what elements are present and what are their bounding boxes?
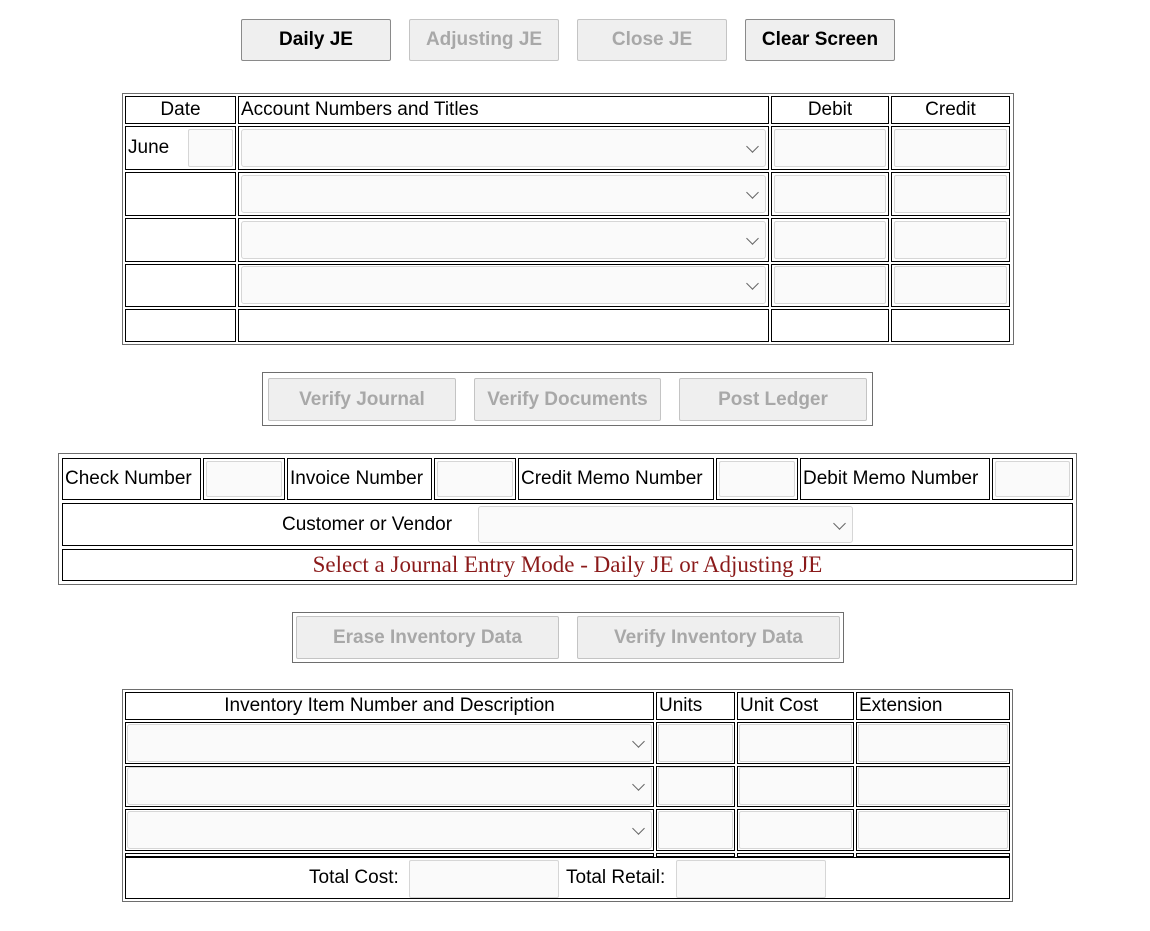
journal-header-credit: Credit	[925, 99, 976, 120]
inventory-header-extension: Extension	[859, 695, 943, 716]
journal-row-5-credit-cell	[891, 309, 1010, 342]
total-retail-label: Total Retail:	[566, 867, 666, 888]
journal-row-2-account-select[interactable]	[241, 175, 766, 213]
inventory-row-2-unit-cost-input[interactable]	[739, 767, 852, 805]
inventory-row-1-item-select[interactable]	[127, 724, 652, 762]
journal-header-date: Date	[160, 99, 201, 120]
debit-memo-number-input[interactable]	[995, 461, 1070, 497]
journal-row-3-debit-input[interactable]	[774, 221, 886, 259]
journal-row-3-date-cell	[125, 218, 236, 262]
invoice-number-label: Invoice Number	[290, 468, 424, 489]
journal-row-4-date-cell	[125, 264, 236, 307]
verify-documents-button[interactable]: Verify Documents	[474, 378, 661, 421]
journal-row-2-date-cell	[125, 172, 236, 216]
erase-inventory-data-button[interactable]: Erase Inventory Data	[296, 616, 559, 659]
journal-row-4-account-select[interactable]	[241, 266, 766, 304]
chevron-down-icon	[632, 822, 645, 835]
inventory-row-3-extension-input[interactable]	[858, 811, 1008, 849]
verify-inventory-data-button[interactable]: Verify Inventory Data	[577, 616, 840, 659]
inventory-header-item: Inventory Item Number and Description	[224, 695, 555, 716]
total-retail-input[interactable]	[676, 860, 826, 898]
inventory-row-1-unit-cost-input[interactable]	[739, 724, 852, 762]
check-number-label: Check Number	[65, 468, 192, 489]
journal-day-input[interactable]	[188, 129, 233, 167]
adjusting-je-button[interactable]: Adjusting JE	[409, 19, 559, 61]
inventory-row-3-units-input[interactable]	[658, 811, 733, 849]
verify-journal-button[interactable]: Verify Journal	[268, 378, 456, 421]
credit-memo-number-input[interactable]	[719, 461, 795, 497]
journal-row-4-credit-input[interactable]	[894, 266, 1007, 304]
journal-row-1-debit-input[interactable]	[774, 129, 886, 167]
journal-row-2-debit-input[interactable]	[774, 175, 886, 213]
journal-row-5-account-cell	[238, 309, 769, 342]
chevron-down-icon	[632, 735, 645, 748]
post-ledger-button[interactable]: Post Ledger	[679, 378, 867, 421]
chevron-down-icon	[833, 517, 846, 530]
inventory-row-3-unit-cost-input[interactable]	[739, 811, 852, 849]
debit-memo-number-label: Debit Memo Number	[803, 468, 979, 489]
total-cost-input[interactable]	[409, 860, 559, 898]
inventory-row-2-extension-input[interactable]	[858, 767, 1008, 805]
inventory-row-1-units-input[interactable]	[658, 724, 733, 762]
journal-row-1-account-select[interactable]	[241, 129, 766, 167]
journal-row-4-debit-input[interactable]	[774, 266, 886, 304]
journal-row-1-credit-input[interactable]	[894, 129, 1007, 167]
customer-vendor-label: Customer or Vendor	[282, 513, 453, 535]
journal-header-account: Account Numbers and Titles	[241, 99, 479, 120]
credit-memo-number-label: Credit Memo Number	[521, 468, 703, 489]
journal-row-5-date-cell	[125, 309, 236, 342]
invoice-number-input[interactable]	[437, 461, 513, 497]
inventory-row-3-item-select[interactable]	[127, 811, 652, 849]
inventory-row-1-extension-input[interactable]	[858, 724, 1008, 762]
clear-screen-button[interactable]: Clear Screen	[745, 19, 895, 61]
journal-month-label: June	[128, 137, 170, 158]
chevron-down-icon	[632, 778, 645, 791]
close-je-button[interactable]: Close JE	[577, 19, 727, 61]
inventory-row-2-item-select[interactable]	[127, 767, 652, 805]
chevron-down-icon	[746, 277, 759, 290]
chevron-down-icon	[746, 232, 759, 245]
status-message: Select a Journal Entry Mode - Daily JE or Adjusting JE	[312, 552, 823, 577]
check-number-input[interactable]	[206, 461, 282, 497]
inventory-header-units: Units	[659, 695, 703, 716]
journal-row-3-account-select[interactable]	[241, 221, 766, 259]
journal-row-2-credit-input[interactable]	[894, 175, 1007, 213]
daily-je-button[interactable]: Daily JE	[241, 19, 391, 61]
journal-row-5-debit-cell	[771, 309, 889, 342]
inventory-row-2-units-input[interactable]	[658, 767, 733, 805]
journal-header-debit: Debit	[807, 99, 853, 120]
customer-vendor-select[interactable]	[478, 506, 853, 543]
chevron-down-icon	[746, 186, 759, 199]
total-cost-label: Total Cost:	[309, 867, 399, 888]
chevron-down-icon	[746, 140, 759, 153]
journal-row-3-credit-input[interactable]	[894, 221, 1007, 259]
inventory-header-unit-cost: Unit Cost	[740, 695, 819, 716]
